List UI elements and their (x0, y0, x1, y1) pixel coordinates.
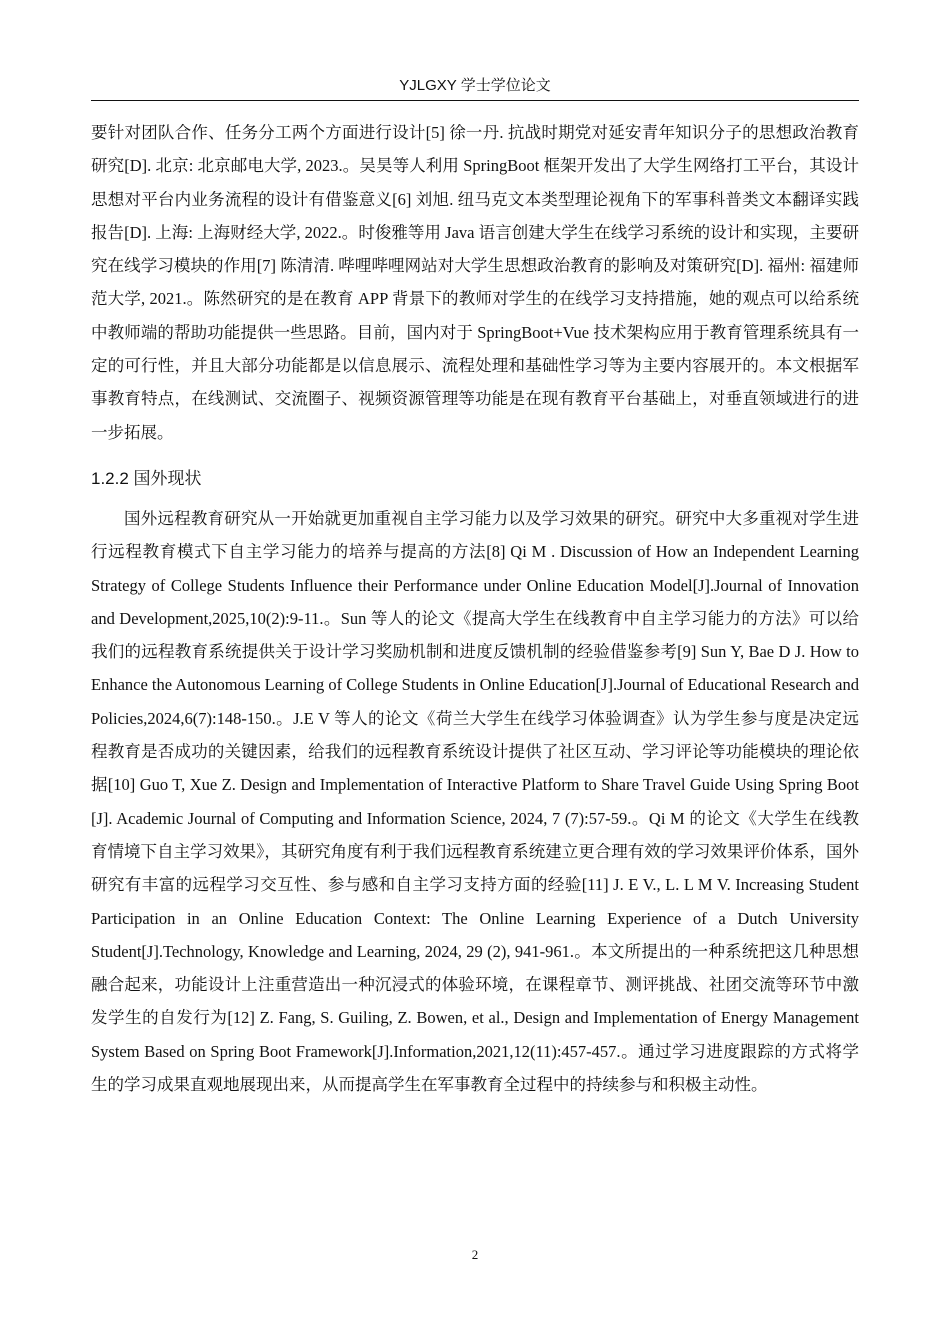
header-rule (91, 100, 859, 101)
section-heading-foreign-status: 1.2.2 国外现状 (91, 468, 202, 488)
paragraph-domestic-status: 要针对团队合作、任务分工两个方面进行设计[5] 徐一丹. 抗战时期党对延安青年知识分子的思想政治教育研究[D]. 北京: 北京邮电大学, 2023.。吴昊等人利用 SpringBoot 框架开发出了大学生网络打工平台，其设计思想对平台内业务流程的设计有借鉴意义[6] 刘旭. 纽马克文本类型理论视角下的军事科普类文本翻译实践报告[D]. 上海: 上海财经大学, 2022.。时俊雅等用 Java 语言创建大学生在线学习系统的设计和实现，主要研究在线学习模块的作用[7] 陈清清. 哔哩哔哩网站对大学生思想政治教育的影响及对策研究[D]. 福州: 福建师范大学, 2021.。陈然研究的是在教育 APP 背景下的教师对学生的在线学习支持措施，她的观点可以给系统中教师端的帮助功能提供一些思路。目前，国内对于 SpringBoot+Vue 技术架构应用于教育管理系统具有一定的可行性，并且大部分功能都是以信息展示、流程处理和基础性学习等为主要内容展开的。本文根据军事教育特点，在线测试、交流圈子、视频资源管理等功能是在现有教育平台基础上，对垂直领域进行的进一步拓展。 (91, 123, 859, 442)
paragraph-foreign-status: 国外远程教育研究从一开始就更加重视自主学习能力以及学习效果的研究。研究中大多重视对学生进行远程教育模式下自主学习能力的培养与提高的方法[8] Qi M . Discussion of How an Independent Learning Strategy of College Students Influence their Performance under Online Education Model[J].Journal of Innovation and Development,2025,10(2):9-11.。Sun 等人的论文《提高大学生在线教育中自主学习能力的方法》可以给我们的远程教育系统提供关于设计学习奖励机制和进度反馈机制的经验借鉴参考[9] Sun Y, Bae D J. How to Enhance the Autonomous Learning of College Students in Online Education[J].Journal of Educational Research and Policies,2024,6(7):148-150.。J.E V 等人的论文《荷兰大学生在线学习体验调查》认为学生参与度是决定远程教育是否成功的关键因素，给我们的远程教育系统设计提供了社区互动、学习评论等功能模块的理论依据[10] Guo T, Xue Z. Design and Implementation of Interactive Platform to Share Travel Guide Using Spring Boot [J]. Academic Journal of Computing and Information Science, 2024, 7 (7):57-59.。Qi M 的论文《大学生在线教育情境下自主学习效果》，其研究角度有利于我们远程教育系统建立更合理有效的学习效果评价体系，国外研究有丰富的远程学习交互性、参与感和自主学习支持方面的经验[11] J. E V., L. L M V. Increasing Student Participation in an Online Education Context: The Online Learning Experience of a Dutch University Student[J].Technology, Knowledge and Learning, 2024, 29 (2), 941-961.。本文所提出的一种系统把这几种思想融合起来，功能设计上注重营造出一种沉浸式的体验环境，在课程章节、测评挑战、社团交流等环节中激发学生的自发行为[12] Z. Fang, S. Guiling, Z. Bowen, et al., Design and Implementation of Energy Management System Based on Spring Boot Framework[J].Information,2021,12(11):457-457.。通过学习进度跟踪的方式将学生的学习成果直观地展现出来，从而提高学生在军事教育全过程中的持续参与和积极主动性。 (91, 508, 859, 1095)
page-number: 2 (471, 1247, 479, 1262)
running-header: YJLGXY 学士学位论文 (399, 77, 551, 94)
document-body (91, 116, 859, 1101)
